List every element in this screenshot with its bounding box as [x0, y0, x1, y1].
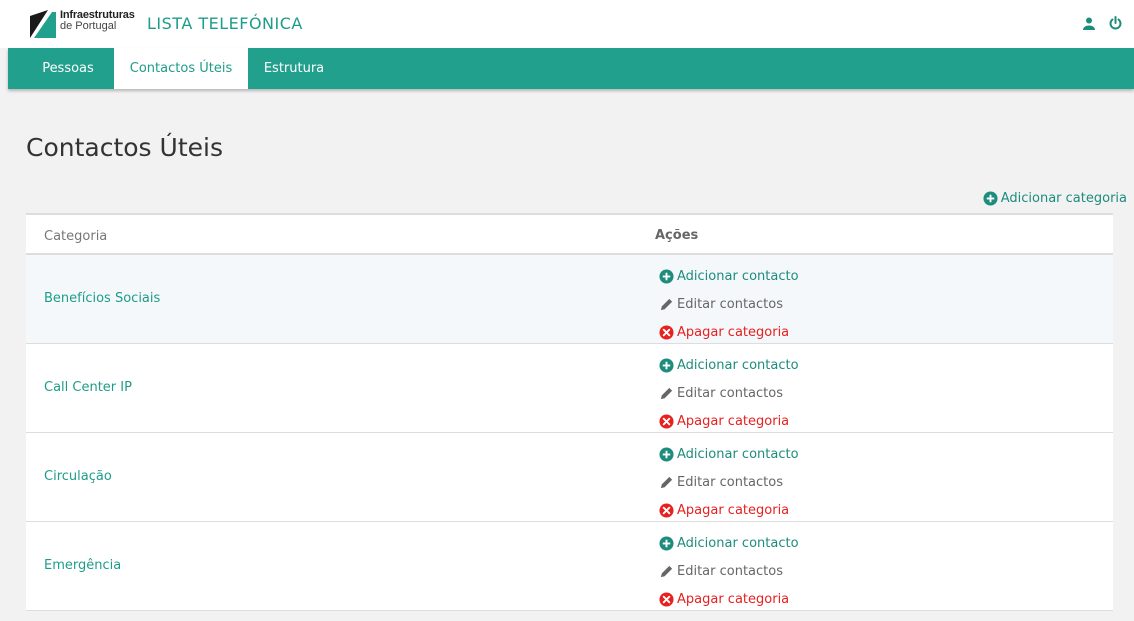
pencil-icon [659, 386, 674, 401]
logo-text [60, 10, 135, 32]
edit-contacts-label: Editar contactos [677, 474, 783, 490]
plus-circle-icon [659, 358, 674, 373]
logo-line-1: Infraestruturas [60, 9, 135, 21]
edit-contacts-label: Editar contactos [677, 563, 783, 579]
page-title: Contactos Úteis [26, 133, 223, 162]
edit-contacts-label: Editar contactos [677, 385, 783, 401]
edit-contacts-label: Editar contactos [677, 296, 783, 312]
add-contact-label: Adicionar contacto [677, 535, 799, 551]
delete-category-link[interactable] [659, 318, 799, 346]
power-icon[interactable] [1109, 15, 1122, 34]
x-circle-icon [659, 592, 674, 607]
add-category-link[interactable] [983, 191, 1127, 206]
pencil-icon [659, 564, 674, 579]
row-actions [659, 440, 799, 524]
add-contact-link[interactable] [659, 351, 799, 379]
edit-contacts-link[interactable] [659, 379, 799, 407]
row-actions [659, 529, 799, 613]
table-header [26, 215, 1113, 255]
category-name[interactable]: Circulação [44, 469, 112, 484]
header-category: Categoria [44, 229, 108, 244]
categories-table [26, 213, 1113, 611]
row-actions [659, 262, 799, 346]
plus-circle-icon [983, 191, 998, 206]
pencil-icon [659, 475, 674, 490]
category-name[interactable]: Call Center IP [44, 380, 132, 395]
delete-category-link[interactable] [659, 496, 799, 524]
delete-category-link[interactable] [659, 585, 799, 613]
add-contact-label: Adicionar contacto [677, 357, 799, 373]
add-contact-link[interactable] [659, 529, 799, 557]
add-contact-label: Adicionar contacto [677, 268, 799, 284]
plus-circle-icon [659, 447, 674, 462]
delete-category-label: Apagar categoria [677, 413, 790, 429]
add-contact-link[interactable] [659, 262, 799, 290]
row-actions [659, 351, 799, 435]
delete-category-label: Apagar categoria [677, 324, 790, 340]
table-row [26, 255, 1113, 344]
plus-circle-icon [659, 536, 674, 551]
add-contact-link[interactable] [659, 440, 799, 468]
header-actions [1083, 15, 1122, 34]
add-category-label: Adicionar categoria [1000, 191, 1127, 206]
edit-contacts-link[interactable] [659, 468, 799, 496]
edit-contacts-link[interactable] [659, 557, 799, 585]
x-circle-icon [659, 325, 674, 340]
table-row [26, 344, 1113, 433]
delete-category-label: Apagar categoria [677, 591, 790, 607]
logo-line-2: de Portugal [60, 20, 117, 32]
table-row [26, 522, 1113, 611]
app-title: LISTA TELEFÓNICA [147, 14, 303, 33]
main-nav [8, 48, 1134, 89]
company-logo [30, 10, 56, 38]
category-name[interactable]: Emergência [44, 558, 122, 573]
x-circle-icon [659, 503, 674, 518]
add-contact-label: Adicionar contacto [677, 446, 799, 462]
table-row [26, 433, 1113, 522]
edit-contacts-link[interactable] [659, 290, 799, 318]
user-icon[interactable] [1083, 15, 1095, 34]
plus-circle-icon [659, 269, 674, 284]
tab-contactos-uteis[interactable]: Contactos Úteis [114, 48, 248, 89]
x-circle-icon [659, 414, 674, 429]
top-bar [0, 0, 1134, 48]
pencil-icon [659, 297, 674, 312]
tab-pessoas[interactable]: Pessoas [42, 61, 94, 76]
tab-estrutura[interactable]: Estrutura [263, 61, 325, 76]
delete-category-link[interactable] [659, 407, 799, 435]
category-name[interactable]: Benefícios Sociais [44, 291, 161, 306]
header-actions: Ações [655, 228, 699, 243]
delete-category-label: Apagar categoria [677, 502, 790, 518]
